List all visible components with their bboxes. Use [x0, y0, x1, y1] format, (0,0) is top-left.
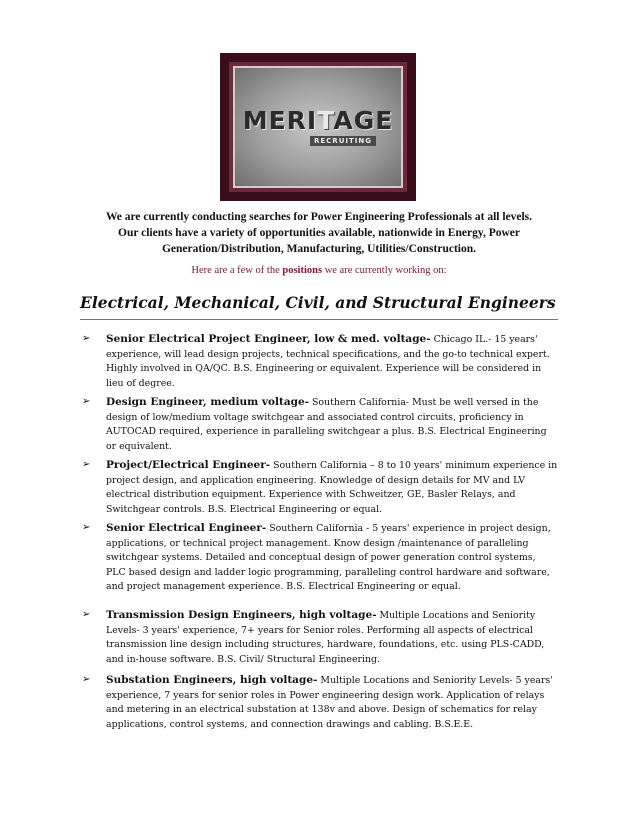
arrow-bullet-icon: ➢ [82, 674, 91, 685]
arrow-bullet-icon: ➢ [82, 333, 91, 344]
arrow-bullet-icon: ➢ [82, 396, 91, 407]
arrow-bullet-icon: ➢ [82, 609, 91, 620]
intro-line-2: Our clients have a variety of opportunities available, nationwide in Energy, Power [118, 227, 520, 239]
job-title: Design Engineer, medium voltage- [106, 396, 310, 408]
arrow-bullet-icon: ➢ [82, 459, 91, 470]
logo-plate [233, 66, 403, 188]
intro-paragraph [80, 209, 558, 257]
intro-line-1: We are currently conducting searches for Power Engineering Professionals at all levels. [105, 211, 533, 223]
job-listing [80, 521, 558, 595]
job-listing [80, 608, 558, 667]
job-listing [80, 332, 558, 391]
job-title: Transmission Design Engineers, high voltage- [106, 609, 377, 621]
job-listing [80, 458, 558, 517]
intro-line-3: Generation/Distribution, Manufacturing, Utilities/Construction. [161, 243, 476, 255]
job-description: Chicago IL.- 15 years' experience, will lead design projects, technical specifications, and the go-to technical expert. Highly involved in QA/QC. B.S. Engineering or equivalent. Experience will be considered in lieu of degree. [106, 334, 550, 389]
job-description: Southern California – 8 to 10 years' minimum experience in project design, and application engineering. Knowledge of design details for MV and LV electrical distribution equipment. Experience with Schweitzer, GE, Basler Relays, and Switchgear controls. B.S. Electrical Engineering or equal. [106, 460, 558, 515]
job-title: Senior Electrical Engineer- [106, 522, 267, 534]
logo-frame [229, 62, 407, 192]
job-description: Multiple Locations and Seniority Levels- 5 years' experience, 7 years for senior roles in Power engineering design work. Application of relays and metering in an electrical substation at 138v and above. Design of schematics for relay applications, control systems, and connection drawings and cabling. B.S.E.E. [106, 675, 553, 730]
section-title: Electrical, Mechanical, Civil, and Structural Engineers [80, 293, 556, 312]
job-description: Southern California - 5 years' experience in project design, applications, or technical project management. Know design /maintenance of paralleling switchgear systems. Detailed and conceptual design of power generation control systems, PLC based design and ladder logic programming, paralleling control hardware and software, and project management experience. B.S. Electrical Engineering or equal. [106, 523, 551, 593]
logo-wordmark: MERITAGE [242, 106, 394, 135]
positions-intro: Here are a few of the positions we are currently working on: [191, 265, 447, 276]
arrow-bullet-icon: ➢ [82, 522, 91, 533]
job-title: Project/Electrical Engineer- [106, 459, 271, 471]
job-description: Multiple Locations and Seniority Levels- 3 years' experience, 7+ years for Senior roles. Performing all aspects of electrical transmission line design including structures, hardware, foundations, etc. using PLS-CADD, and in-house software. B.S. Civil/ Structural Engineering. [106, 610, 545, 665]
job-title: Substation Engineers, high voltage- [106, 674, 318, 686]
company-logo [220, 53, 416, 201]
logo-subtext: RECRUITING [310, 136, 376, 146]
section-divider [80, 319, 558, 320]
positions-keyword: positions [282, 265, 323, 276]
job-description: Southern California- Must be well versed in the design of low/medium voltage switchgear and associated control circuits, proficiency in AUTOCAD required, experience in paralleling switchgear a plus. B.S. Electrical Engineering or equivalent. [106, 397, 547, 452]
job-listing [80, 673, 558, 732]
job-title: Senior Electrical Project Engineer, low & med. voltage- [106, 333, 431, 345]
job-listing [80, 395, 558, 454]
